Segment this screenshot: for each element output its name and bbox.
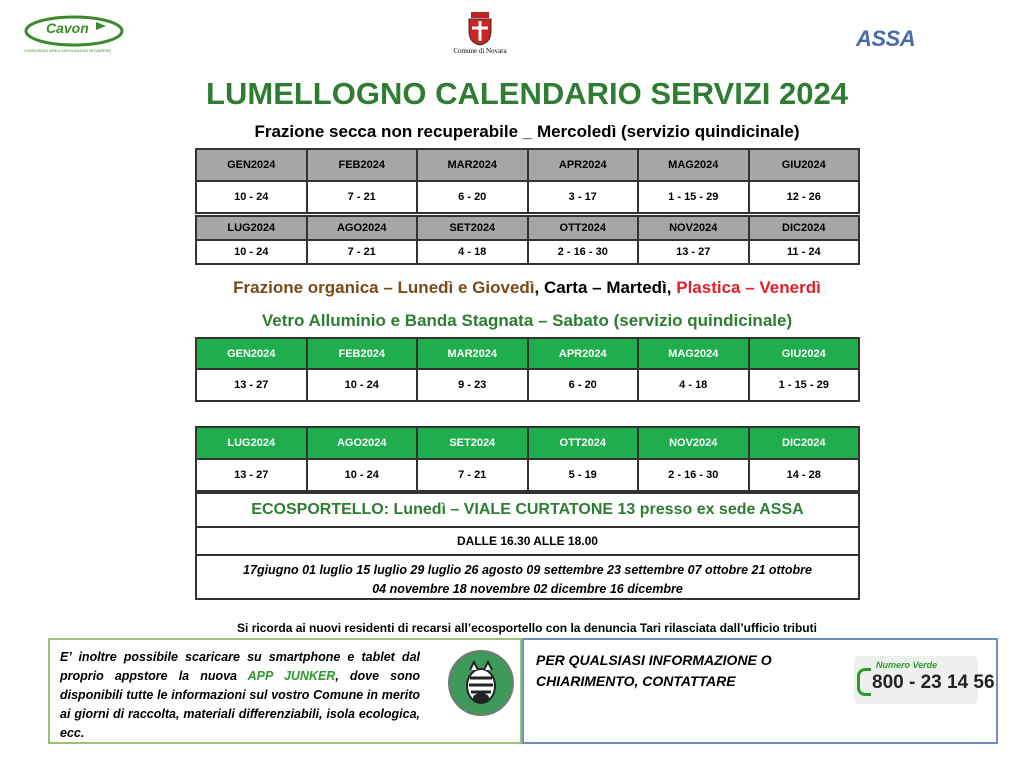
ecosportello-dates-line: 04 novembre 18 novembre 02 dicembre 16 dicembre bbox=[372, 582, 683, 596]
glass-service-title: Vetro Alluminio e Banda Stagnata – Sabato (servizio quindicinale) bbox=[261, 311, 793, 330]
month-header: APR2024 bbox=[528, 149, 639, 181]
separator: , bbox=[666, 278, 677, 297]
month-header: NOV2024 bbox=[638, 216, 749, 240]
month-header: OTT2024 bbox=[528, 216, 639, 240]
ecosportello-dates bbox=[197, 556, 858, 599]
month-header: GEN2024 bbox=[196, 149, 307, 181]
novara-caption: Comune di Novara bbox=[453, 47, 507, 55]
month-header: AGO2024 bbox=[307, 427, 418, 459]
collection-days: 10 - 24 bbox=[196, 240, 307, 264]
organic-service: Frazione organica – Lunedì e Giovedì bbox=[233, 278, 535, 297]
toll-free-number: 800 - 23 14 56 bbox=[872, 672, 995, 693]
month-header: AGO2024 bbox=[307, 216, 418, 240]
app-text-before: E’ inoltre possibile scaricare su smartphone e tablet dal proprio appstore la nuova bbox=[60, 650, 420, 683]
cavon-logo bbox=[24, 14, 124, 58]
month-header: FEB2024 bbox=[307, 149, 418, 181]
separator: , bbox=[534, 278, 544, 297]
collection-days: 6 - 20 bbox=[417, 181, 528, 213]
collection-days: 10 - 24 bbox=[307, 459, 418, 491]
cavon-logo-subtext: CONSORZIO AREA VASTA BASSO NOVARESE bbox=[24, 48, 112, 53]
secca-subtitle: Frazione secca non recuperabile _ Mercoledì (servizio quindicinale) bbox=[254, 122, 800, 141]
month-header: GEN2024 bbox=[196, 338, 307, 369]
glass-calendar-first-half bbox=[195, 337, 860, 402]
collection-days: 11 - 24 bbox=[749, 240, 860, 264]
month-header: OTT2024 bbox=[528, 427, 639, 459]
collection-days: 14 - 28 bbox=[749, 459, 860, 491]
plastic-service: Plastica – Venerdì bbox=[676, 278, 821, 297]
collection-days: 10 - 24 bbox=[196, 181, 307, 213]
collection-days: 2 - 16 - 30 bbox=[528, 240, 639, 264]
glass-calendar-second-half bbox=[195, 426, 860, 492]
toll-free-number-badge bbox=[854, 656, 995, 704]
month-header: GIU2024 bbox=[749, 338, 860, 369]
month-header: APR2024 bbox=[528, 338, 639, 369]
collection-days: 7 - 21 bbox=[417, 459, 528, 491]
month-header: MAR2024 bbox=[417, 149, 528, 181]
collection-days: 4 - 18 bbox=[417, 240, 528, 264]
collection-days: 6 - 20 bbox=[528, 369, 639, 401]
collection-days: 4 - 18 bbox=[638, 369, 749, 401]
month-header: MAG2024 bbox=[638, 338, 749, 369]
month-header: DIC2024 bbox=[749, 216, 860, 240]
app-text-after: , dove sono disponibili tutte le informazioni sul vostro Comune in merito ai giorni di raccolta, materiali differenziabili, isola ecologica, ecc. bbox=[60, 669, 421, 740]
collection-days: 7 - 21 bbox=[307, 181, 418, 213]
paper-service: Carta – Martedì bbox=[543, 278, 667, 297]
collection-days: 1 - 15 - 29 bbox=[749, 369, 860, 401]
month-header: MAG2024 bbox=[638, 149, 749, 181]
month-header: LUG2024 bbox=[196, 216, 307, 240]
month-header: SET2024 bbox=[417, 216, 528, 240]
month-header: FEB2024 bbox=[307, 338, 418, 369]
collection-days: 10 - 24 bbox=[307, 369, 418, 401]
app-name: APP JUNKER bbox=[247, 669, 336, 683]
collection-days: 13 - 27 bbox=[638, 240, 749, 264]
collection-days: 3 - 17 bbox=[528, 181, 639, 213]
app-info-box bbox=[48, 638, 522, 744]
services-line bbox=[0, 278, 1024, 298]
secca-calendar-second-half bbox=[195, 215, 860, 265]
month-header: MAR2024 bbox=[417, 338, 528, 369]
zebra-icon bbox=[450, 652, 512, 714]
collection-days: 1 - 15 - 29 bbox=[638, 181, 749, 213]
toll-free-label: Numero Verde bbox=[876, 660, 938, 670]
app-info-text bbox=[60, 648, 420, 743]
collection-days: 13 - 27 bbox=[196, 459, 307, 491]
contact-box bbox=[522, 638, 998, 744]
collection-days: 7 - 21 bbox=[307, 240, 418, 264]
cavon-logo-text: Cavon bbox=[46, 20, 89, 36]
collection-days: 12 - 26 bbox=[749, 181, 860, 213]
page-title: LUMELLOGNO CALENDARIO SERVIZI 2024 bbox=[206, 76, 848, 111]
ecosportello-box bbox=[195, 492, 860, 600]
assa-logo: ASSA bbox=[856, 26, 916, 51]
crest-icon bbox=[465, 10, 495, 46]
secca-calendar-first-half bbox=[195, 148, 860, 214]
month-header: DIC2024 bbox=[749, 427, 860, 459]
phone-icon bbox=[857, 668, 871, 696]
month-header: NOV2024 bbox=[638, 427, 749, 459]
month-header: LUG2024 bbox=[196, 427, 307, 459]
collection-days: 5 - 19 bbox=[528, 459, 639, 491]
reminder-note: Si ricorda ai nuovi residenti di recarsi all’ecosportello con la denuncia Tari rilasciata dall’ufficio tributi bbox=[237, 621, 817, 635]
month-header: SET2024 bbox=[417, 427, 528, 459]
ecosportello-hours: DALLE 16.30 ALLE 18.00 bbox=[197, 528, 858, 556]
contact-text: PER QUALSIASI INFORMAZIONE O CHIARIMENTO, CONTATTARE bbox=[536, 652, 772, 689]
novara-crest-logo bbox=[450, 10, 510, 58]
collection-days: 9 - 23 bbox=[417, 369, 528, 401]
collection-days: 13 - 27 bbox=[196, 369, 307, 401]
ecosportello-dates-line: 17giugno 01 luglio 15 luglio 29 luglio 26 agosto 09 settembre 23 settembre 07 ottobre 21 ottobre bbox=[243, 563, 812, 577]
month-header: GIU2024 bbox=[749, 149, 860, 181]
collection-days: 2 - 16 - 30 bbox=[638, 459, 749, 491]
junker-zebra-icon bbox=[448, 650, 514, 716]
ecosportello-title: ECOSPORTELLO: Lunedì – VIALE CURTATONE 13 presso ex sede ASSA bbox=[197, 494, 858, 528]
